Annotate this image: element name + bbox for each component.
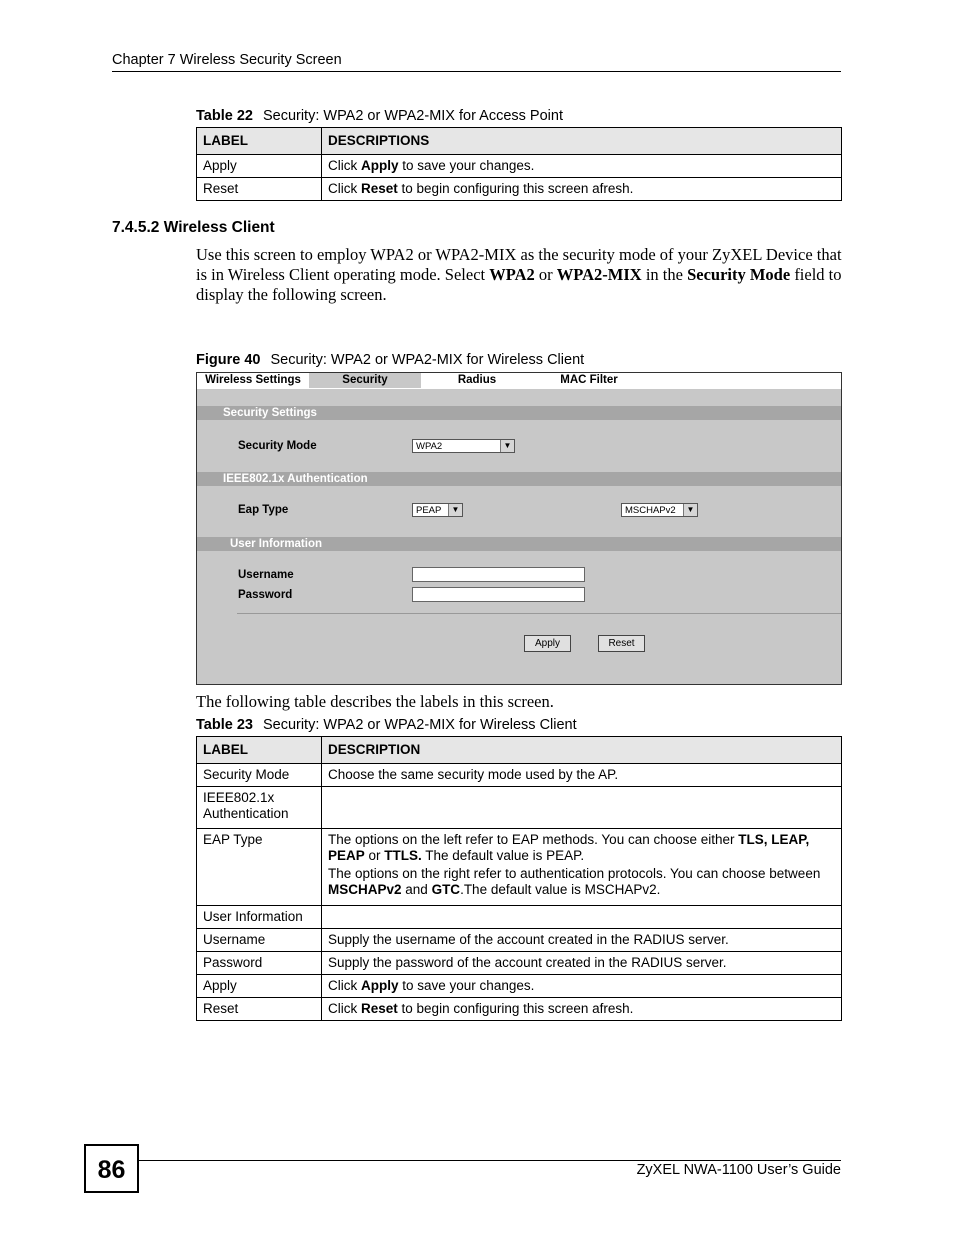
ieee-authentication-band: IEEE802.1x Authentication <box>197 472 841 486</box>
password-label: Password <box>238 589 293 601</box>
figure-40-title: Security: WPA2 or WPA2-MIX for Wireless Client <box>270 352 585 368</box>
chevron-down-icon: ▼ <box>683 504 697 516</box>
row-label: Security Mode <box>197 764 322 787</box>
header-rule <box>112 71 841 72</box>
figure-40-caption <box>196 352 584 368</box>
table-header-row <box>197 128 842 155</box>
row-label: EAP Type <box>197 829 322 906</box>
tab-bar <box>197 373 841 389</box>
table-header-row <box>197 737 842 764</box>
row-description: Supply the username of the account created in the RADIUS server. <box>322 929 842 952</box>
row-description <box>322 787 842 829</box>
username-input[interactable] <box>412 567 585 582</box>
running-head: Chapter 7 Wireless Security Screen <box>112 52 342 68</box>
row-label: Username <box>197 929 322 952</box>
column-header-description: DESCRIPTION <box>322 737 842 764</box>
guide-title: ZyXEL NWA-1100 User’s Guide <box>636 1162 841 1178</box>
row-description <box>322 906 842 929</box>
tab-wireless-settings[interactable]: Wireless Settings <box>205 374 301 386</box>
apply-button[interactable]: Apply <box>524 635 571 652</box>
footer-rule <box>139 1160 841 1161</box>
chevron-down-icon: ▼ <box>500 440 514 452</box>
row-label: Apply <box>197 975 322 998</box>
tab-radius[interactable]: Radius <box>457 374 497 386</box>
table-row <box>197 906 842 929</box>
auth-protocol-select[interactable]: MSCHAPv2 ▼ <box>621 503 698 517</box>
table-row <box>197 975 842 998</box>
figure-40-number: Figure 40 <box>196 352 261 368</box>
reset-button[interactable]: Reset <box>598 635 645 652</box>
row-label: Password <box>197 952 322 975</box>
table-row <box>197 764 842 787</box>
table-23-title: Security: WPA2 or WPA2-MIX for Wireless Client <box>262 717 577 733</box>
section-paragraph: Use this screen to employ WPA2 or WPA2-MIX as the security mode of your ZyXEL Device that is in Wireless Client operating mode. Select WPA2 or WPA2-MIX in the Security Mode field to display the following screen. <box>196 245 842 304</box>
table-23 <box>196 736 842 1021</box>
table-22-caption <box>196 108 563 124</box>
table-23-number: Table 23 <box>196 717 253 733</box>
tab-security[interactable]: Security <box>309 373 421 388</box>
password-input[interactable] <box>412 587 585 602</box>
table-intro-text: The following table describes the labels in this screen. <box>196 692 554 711</box>
tab-mac-filter[interactable]: MAC Filter <box>560 374 618 386</box>
row-description: Click Reset to begin configuring this screen afresh. <box>322 178 842 201</box>
row-description: Click Reset to begin configuring this screen afresh. <box>322 998 842 1021</box>
section-heading: 7.4.5.2 Wireless Client <box>112 219 275 236</box>
row-label: Reset <box>197 178 322 201</box>
row-label: Apply <box>197 155 322 178</box>
table-row <box>197 787 842 829</box>
eap-method-select[interactable]: PEAP ▼ <box>412 503 463 517</box>
security-mode-label: Security Mode <box>238 440 317 452</box>
page-number: 86 <box>84 1144 139 1193</box>
row-description: Choose the same security mode used by the AP. <box>322 764 842 787</box>
table-row <box>197 929 842 952</box>
table-row <box>197 829 842 906</box>
table-23-caption <box>196 717 577 733</box>
user-information-band: User Information <box>197 537 841 551</box>
row-label: IEEE802.1x Authentication <box>197 787 322 829</box>
column-header-description: DESCRIPTIONS <box>322 128 842 155</box>
table-row <box>197 178 842 201</box>
table-row <box>197 155 842 178</box>
row-description: Supply the password of the account created in the RADIUS server. <box>322 952 842 975</box>
wireless-client-security-screen <box>196 372 842 685</box>
chevron-down-icon: ▼ <box>448 504 462 516</box>
security-settings-band: Security Settings <box>197 406 841 420</box>
row-label: User Information <box>197 906 322 929</box>
username-label: Username <box>238 569 294 581</box>
column-header-label: LABEL <box>197 128 322 155</box>
row-description: The options on the left refer to EAP methods. You can choose either TLS, LEAP, PEAP or TTLS. The default value is PEAP. The options on the right refer to authentication protocols. You can choose between MSCHAPv2 and GTC.The default value is MSCHAPv2. <box>322 829 842 906</box>
row-description: Click Apply to save your changes. <box>322 975 842 998</box>
table-22 <box>196 127 842 201</box>
table-22-title: Security: WPA2 or WPA2-MIX for Access Point <box>262 108 563 124</box>
column-header-label: LABEL <box>197 737 322 764</box>
security-mode-select[interactable]: WPA2 ▼ <box>412 439 515 453</box>
table-row <box>197 952 842 975</box>
divider <box>237 613 841 614</box>
eap-type-label: Eap Type <box>238 504 289 516</box>
table-row <box>197 998 842 1021</box>
table-22-number: Table 22 <box>196 108 253 124</box>
row-description: Click Apply to save your changes. <box>322 155 842 178</box>
row-label: Reset <box>197 998 322 1021</box>
